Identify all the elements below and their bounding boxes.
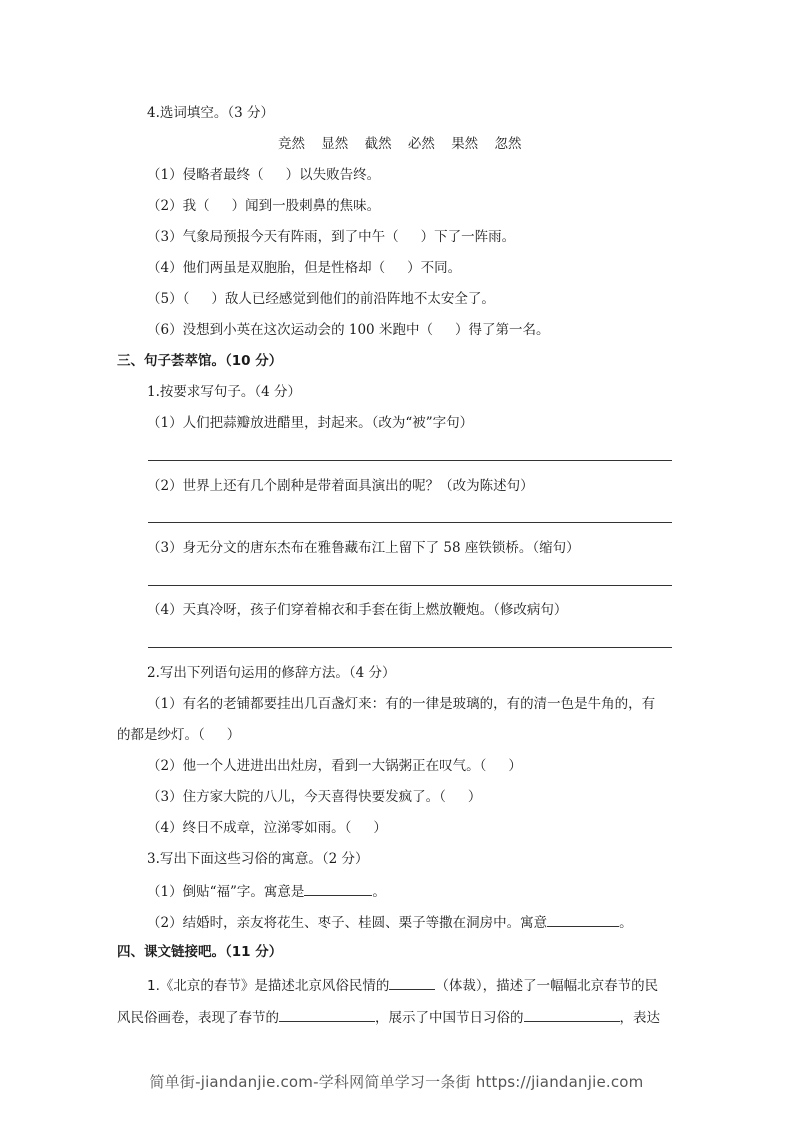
- answer-line-4[interactable]: [148, 647, 672, 648]
- q4-item-text: ）不同。: [407, 260, 462, 276]
- q4-item-5: [147, 290, 495, 308]
- s3-q1-title: 1.按要求写句子。（4 分）: [147, 384, 302, 400]
- s3-q2-item-text: （2）他一个人进进出出灶房，看到一大锅粥正在叹气。（: [147, 758, 487, 774]
- q4-item-text: （4）他们两虽是双胞胎，但是性格却（: [147, 260, 386, 276]
- close-paren: ）: [373, 820, 387, 836]
- s4-q1-line2: [117, 1007, 660, 1027]
- s3-q2-item-text: （3）住方家大院的八儿，今天喜得快要发疯了。（: [147, 789, 446, 805]
- s3-q1-item-2: （2）世界上还有几个剧种是带着面具演出的呢？（改为陈述句）: [147, 478, 534, 494]
- q4-item-text: （3）气象局预报今天有阵雨，到了中午（: [147, 229, 399, 245]
- section-4-heading: 四、课文链接吧。（11 分）: [117, 944, 283, 960]
- word-bank-item: 截然: [364, 136, 392, 152]
- fill-blank[interactable]: [304, 881, 372, 896]
- s4-q1-text: （体裁），描述了一幅幅北京春节的民: [435, 978, 659, 994]
- word-bank-item: 忽然: [494, 136, 522, 152]
- answer-line-2[interactable]: [148, 522, 672, 523]
- s3-q2-item-1-line2: [117, 726, 240, 744]
- answer-line-1[interactable]: [148, 460, 672, 461]
- q4-item-4: [147, 259, 461, 277]
- close-paren: ）: [467, 789, 482, 805]
- fill-blank[interactable]: [524, 1007, 620, 1022]
- q4-title: 4.选词填空。（3 分）: [147, 105, 275, 121]
- q4-item-text: ）下了一阵雨。: [420, 229, 516, 245]
- period: 。: [619, 915, 633, 931]
- s4-q1-line1: [147, 975, 658, 995]
- q4-item-text: （1）侵略者最终（: [147, 167, 264, 183]
- q4-item-2: [147, 197, 380, 215]
- section-3-heading: 三、句子荟萃馆。（10 分）: [117, 353, 283, 369]
- q4-item-text: （6）没想到小英在这次运动会的 100 米跑中（: [147, 322, 433, 338]
- q4-item-1: [147, 166, 380, 184]
- s3-q2-item-3: [147, 788, 481, 806]
- s3-q3-item-text: （2）结婚时，亲友将花生、枣子、桂圆、栗子等撒在洞房中。寓意: [147, 915, 548, 931]
- s3-q2-item-text: （4）终日不成章，泣涕零如雨。（: [147, 820, 352, 836]
- close-paren: ）: [226, 727, 241, 743]
- s3-q2-title: 2.写出下列语句运用的修辞方法。（4 分）: [147, 665, 396, 681]
- fill-blank[interactable]: [279, 1007, 375, 1022]
- word-bank-item: 果然: [451, 136, 479, 152]
- q4-item-text: ）得了第一名。: [454, 322, 550, 338]
- s4-q1-text: ，表达: [619, 1010, 660, 1026]
- q4-item-text: ）以失败告终。: [285, 167, 381, 183]
- s3-q1-item-1: （1）人们把蒜瓣放进醋里，封起来。（改为“被”字句）: [147, 415, 474, 431]
- q4-item-3: [147, 228, 515, 246]
- s3-q2-item-1-line1: （1）有名的老铺都要挂出几百盏灯来：有的一律是玻璃的，有的清一色是牛角的，有: [147, 696, 656, 712]
- q4-item-text: ）敌人已经感觉到他们的前沿阵地不太安全了。: [211, 291, 495, 307]
- s4-q1-text: 1.《北京的春节》是描述北京风俗民情的: [147, 978, 390, 994]
- s3-q1-item-3: （3）身无分文的唐东杰布在雅鲁藏布江上留下了 58 座铁锁桥。（缩句）: [147, 540, 580, 556]
- fill-blank-genre[interactable]: [389, 975, 435, 990]
- word-bank-item: 竞然: [278, 136, 305, 152]
- close-paren: ）: [508, 758, 522, 774]
- footer-watermark: 简单街-jiandanjie.com-学科网简单学习一条街 https://jiandanjie.com: [149, 1073, 644, 1091]
- s4-q1-text: 风民俗画卷，表现了春节的: [117, 1010, 279, 1026]
- q4-item-text: （2）我（: [147, 198, 210, 214]
- s3-q3-item-1: [147, 881, 386, 901]
- s3-q3-item-text: （1）倒贴“福”字。寓意是: [147, 884, 305, 900]
- fill-blank[interactable]: [547, 912, 619, 927]
- s3-q2-item-2: [147, 757, 522, 775]
- s3-q2-item-text: 的都是纱灯。（: [117, 727, 205, 743]
- q4-item-6: [147, 321, 549, 339]
- q4-item-text: （5）（: [147, 291, 190, 307]
- period: 。: [372, 884, 386, 900]
- s3-q2-item-4: [147, 819, 387, 837]
- answer-line-3[interactable]: [148, 585, 672, 586]
- word-bank: [272, 135, 527, 153]
- s3-q1-item-4: （4）天真冷呀，孩子们穿着棉衣和手套在街上燃放鞭炮。（修改病句）: [147, 602, 568, 618]
- s3-q3-title: 3.写出下面这些习俗的寓意。（2 分）: [147, 851, 369, 867]
- s3-q3-item-2: [147, 912, 633, 932]
- s4-q1-text: ，展示了中国节日习俗的: [375, 1010, 524, 1026]
- q4-item-text: ）闻到一股刺鼻的焦味。: [231, 198, 381, 214]
- word-bank-item: 必然: [407, 136, 435, 152]
- word-bank-item: 显然: [321, 136, 349, 152]
